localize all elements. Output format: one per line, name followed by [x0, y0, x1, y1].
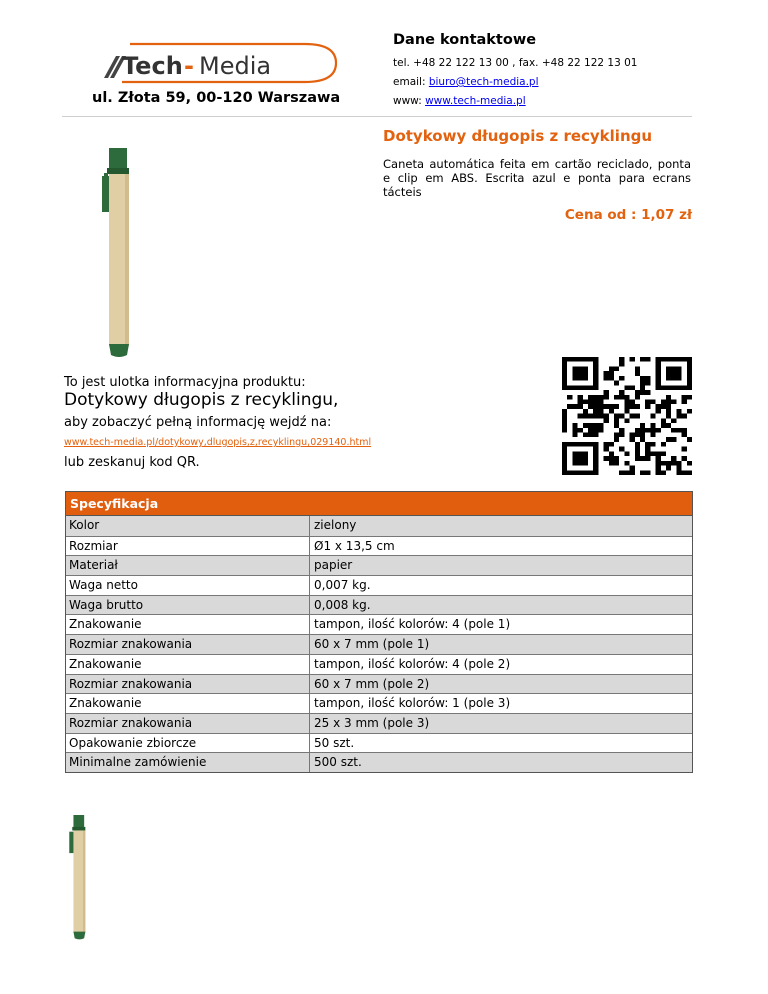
contact-title: Dane kontaktowe — [393, 32, 537, 48]
spec-key: Znakowanie — [66, 694, 310, 713]
product-title: Dotykowy długopis z recyklingu — [383, 127, 653, 145]
spec-value: 60 x 7 mm (pole 2) — [314, 676, 430, 691]
spec-value: zielony — [314, 518, 357, 532]
info-intro: To jest ulotka informacyjna produktu: — [64, 375, 306, 390]
spec-value: 60 x 7 mm (pole 1) — [314, 637, 430, 652]
spec-key: Rozmiar znakowania — [66, 714, 310, 733]
spec-row — [66, 733, 692, 753]
spec-key: Znakowanie — [66, 615, 310, 634]
spec-table-title: Specyfikacja — [66, 492, 692, 516]
spec-row — [66, 614, 692, 634]
spec-key: Rozmiar znakowania — [66, 635, 310, 654]
spec-key: Znakowanie — [66, 655, 310, 674]
logo-brand-right: Media — [199, 52, 272, 80]
info-scan-qr: lub zeskanuj kod QR. — [64, 455, 200, 470]
tech-media-logo — [100, 38, 340, 88]
spec-row — [66, 674, 692, 694]
www-label: www: — [393, 95, 426, 107]
logo-brand-separator: - — [184, 52, 194, 80]
logo-brand-left: Tech — [122, 52, 183, 80]
info-product-name: Dotykowy długopis z recyklingu, — [64, 390, 339, 410]
spec-row — [66, 713, 692, 733]
spec-key: Waga brutto — [66, 596, 310, 615]
spec-value: 25 x 3 mm (pole 3) — [314, 715, 430, 730]
spec-key: Kolor — [66, 516, 310, 536]
spec-row — [66, 752, 692, 772]
info-visit: aby zobaczyć pełną informację wejdź na: — [64, 415, 332, 430]
email-link[interactable]: biuro@tech-media.pl — [428, 76, 539, 88]
email-label: email: — [393, 76, 429, 88]
email-line — [393, 76, 539, 88]
product-description: Caneta automática feita em cartão reciclado, ponta e clip em ABS. Escrita azul e ponta para ecrans tácteis — [383, 157, 691, 199]
spec-row — [66, 634, 692, 654]
spec-row — [66, 595, 692, 615]
spec-table — [65, 491, 693, 773]
spec-key: Waga netto — [66, 576, 310, 595]
spec-row — [66, 654, 692, 674]
spec-row — [66, 575, 692, 595]
spec-value: Ø1 x 13,5 cm — [314, 538, 395, 553]
product-url-link[interactable]: www.tech-media.pl/dotykowy,dlugopis,z,recyklingu,029140.html — [64, 437, 372, 448]
spec-value: 500 szt. — [314, 755, 362, 770]
spec-key: Materiał — [66, 556, 310, 575]
spec-key: Rozmiar — [66, 537, 310, 556]
spec-value: papier — [314, 558, 353, 573]
spec-value: tampon, ilość kolorów: 4 (pole 1) — [314, 617, 511, 632]
spec-key: Minimalne zamówienie — [66, 753, 310, 772]
spec-key: Opakowanie zbiorcze — [66, 734, 310, 753]
www-link[interactable]: www.tech-media.pl — [425, 95, 526, 107]
spec-row — [66, 536, 692, 556]
pen-image-large — [100, 148, 140, 358]
www-line — [393, 95, 526, 107]
spec-row — [66, 516, 692, 536]
spec-rows — [66, 516, 692, 772]
spec-value: 50 szt. — [314, 735, 355, 750]
product-price: Cena od : 1,07 zł — [564, 207, 692, 223]
company-address: ul. Złota 59, 00-120 Warszawa — [92, 90, 341, 106]
spec-key: Rozmiar znakowania — [66, 675, 310, 694]
spec-value: 0,008 kg. — [314, 597, 371, 612]
header-divider — [62, 116, 692, 117]
spec-value: tampon, ilość kolorów: 4 (pole 2) — [314, 656, 511, 671]
qr-code[interactable] — [562, 357, 692, 475]
pen-image-small — [68, 815, 92, 940]
spec-value: 0,007 kg. — [314, 578, 371, 593]
spec-row — [66, 555, 692, 575]
spec-value: tampon, ilość kolorów: 1 (pole 3) — [314, 696, 511, 711]
phone-fax-line: tel. +48 22 122 13 00 , fax. +48 22 122 13 01 — [393, 57, 638, 69]
spec-row — [66, 693, 692, 713]
